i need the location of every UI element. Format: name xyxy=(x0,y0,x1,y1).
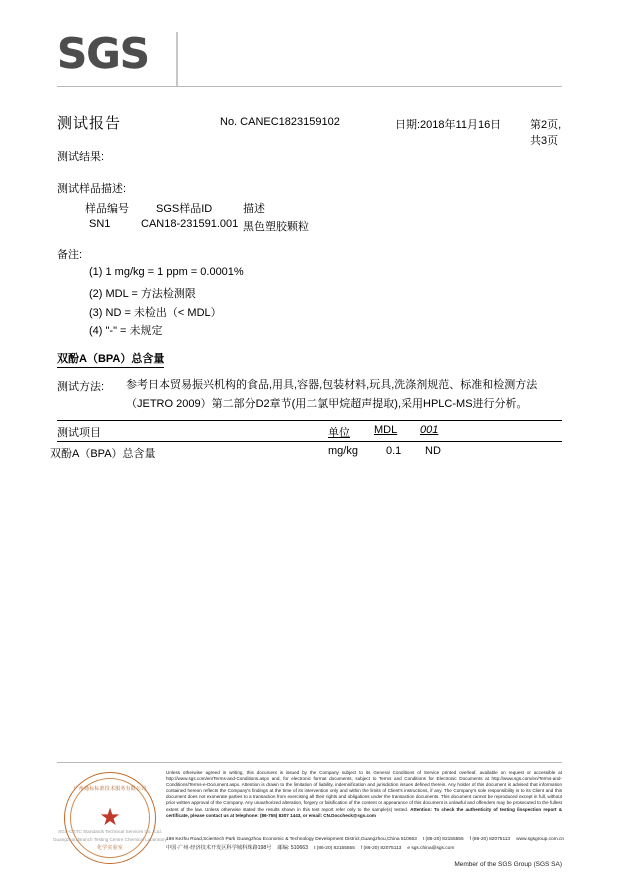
sample-table-cell-id: CAN18-231591.001 xyxy=(141,218,239,230)
page-indicator: 第2页,共3页 xyxy=(530,119,562,147)
results-row-value: ND xyxy=(425,445,441,457)
note-item: (2) MDL = 方法检测限 xyxy=(89,288,196,300)
results-row-unit: mg/kg xyxy=(328,445,358,457)
footer-attention-text: Attention: To check the authenticity of testing /inspection report & certificate, please contact us at telephone: (86-755) 8307 1443, or email: CN.Doccheck@sgs.com xyxy=(166,806,563,818)
sample-table-cell-desc: 黑色塑胶颗粒 xyxy=(243,221,309,233)
seal-arc-top-text: 广州通标标准技术服务有限公司 xyxy=(73,786,147,792)
sample-description-label: 测试样品描述: xyxy=(57,183,127,195)
seal-caption-line1: SGS-CSTC Standards Technical Services Co., Ltd. xyxy=(58,829,162,834)
footer-address xyxy=(166,836,565,853)
results-header-unit: 单位 xyxy=(328,427,350,439)
note-item: (1) 1 mg/kg = 1 ppm = 0.0001% xyxy=(89,266,244,278)
test-method-text: 参考日本贸易振兴机构的食品,用具,容器,包装材料,玩具,洗涤剂规范、标准和检测方法（JETRO 2009）第二部分D2章节(用二氯甲烷超声提取),采用HPLC-MS进行分析。 xyxy=(126,379,538,410)
sample-table-cell-no: SN1 xyxy=(89,218,111,230)
test-method-label: 测试方法: xyxy=(57,381,105,393)
results-header-sample-001: 001 xyxy=(420,424,439,436)
sample-table-header-desc: 描述 xyxy=(243,203,265,215)
note-item: (4) "-" = 未规定 xyxy=(89,325,163,337)
results-row-mdl: 0.1 xyxy=(386,445,402,457)
footer-tel-en: t (86-20) 82155555 xyxy=(422,837,464,842)
sample-table-header-no: 样品编号 xyxy=(85,203,129,215)
header-rule xyxy=(57,86,562,87)
results-header-item: 测试项目 xyxy=(57,427,101,439)
results-label: 测试结果: xyxy=(57,151,105,163)
sgs-logo xyxy=(57,29,177,84)
report-number: No. CANEC1823159102 xyxy=(220,116,340,128)
footer-address-cn: 中国·广州·经济技术开发区科学城科珠路198号 xyxy=(166,845,272,851)
title-row xyxy=(57,112,562,147)
results-row-item: 双酚A（BPA）总含量 xyxy=(50,448,156,460)
results-table-top-rule xyxy=(57,420,562,421)
footer-disclaimer xyxy=(166,770,562,819)
footer-fax-cn: f (86-20) 82075113 xyxy=(360,846,402,851)
footer-address-en: 198 Kezhu Road,Scientech Park Guangzhou Economic & Technology Development District,Guangzhou,China 510663 xyxy=(166,837,417,842)
note-item: (3) ND = 未检出（< MDL） xyxy=(89,307,222,319)
footer-fax-en: f (86-20) 82075113 xyxy=(469,837,511,842)
star-icon: ★ xyxy=(99,804,121,831)
results-table-bottom-rule xyxy=(57,441,562,442)
seal-arc-bottom-text: 化学实验室 xyxy=(96,845,123,851)
section-heading-bpa: 双酚A（BPA）总含量 xyxy=(57,350,164,368)
footer-disclaimer-text: Unless otherwise agreed in writing, this document is issued by the Company subject to its General Conditions of Service printed overleaf, available on request or accessible at http://www.sgs.com/en/Terms-and-Conditions.aspx and, for electronic format documents, subject to Terms and Conditions for Electronic Documents at http://www.sgs.com/en/Terms-and-Conditions/Terms-e-Document.aspx. Attention is drawn to the limitation of liability, indemnification and jurisdiction issues defined therein. Any holder of this document is advised that information contained hereon reflects the Company's findings at the time of its intervention only and within the limits of Client's instructions, if any. The Company's sole responsibility is to its Client and this document does not exonerate parties to a transaction from exercising all their rights and obligations under the transaction documents. This document cannot be reproduced except in full, without prior written approval of the Company. Any unauthorized alteration, forgery or falsification of the content or appearance of this document is unlawful and offenders may be prosecuted to the fullest extent of the law. Unless otherwise stated the results shown in this test report refer only to the sample(s) tested. xyxy=(166,770,562,812)
footer-web: www.sgsgroup.com.cn xyxy=(516,837,565,842)
report-date: 日期:2018年11月16日 xyxy=(395,119,502,131)
footer-email-cn: e sgs.china@sgs.com xyxy=(407,846,455,851)
footer-zip-cn: 邮编: 510663 xyxy=(277,845,309,851)
sgs-logo-text: SGS xyxy=(57,29,149,78)
footer-tel-cn: t (86-20) 82155555 xyxy=(314,846,355,851)
logo-divider xyxy=(176,32,178,86)
seal-caption-line2: Guangzhou Branch Testing Centre Chemical Laboratory xyxy=(52,837,168,842)
remark-label: 备注: xyxy=(57,249,83,261)
page-title: 测试报告 xyxy=(57,115,122,132)
footer-member-line: Member of the SGS Group (SGS SA) xyxy=(454,861,562,868)
sample-table-header-id: SGS样品ID xyxy=(156,203,213,215)
footer-rule xyxy=(57,762,562,763)
results-header-mdl: MDL xyxy=(374,424,398,436)
company-seal xyxy=(52,772,168,868)
